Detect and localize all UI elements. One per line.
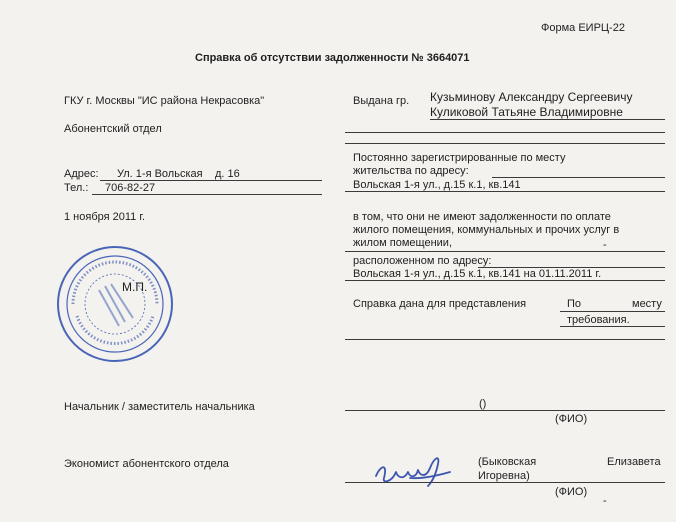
head-name-parentheses: ()	[479, 398, 487, 410]
registered-text-1: Постоянно зарегистрированные по месту	[353, 152, 566, 164]
purpose-blank-line	[345, 339, 665, 340]
blank-line-2	[345, 143, 665, 144]
fio-label-2: (ФИО)	[555, 486, 588, 498]
debt-text-3: жилом помещении,	[353, 237, 452, 249]
debt-text-1: в том, что они не имеют задолженности по оплате	[353, 211, 611, 223]
address-label: Адрес:	[64, 168, 99, 180]
registered-underline	[492, 177, 665, 178]
dash-mark-2: -	[603, 495, 607, 507]
head-signature-line	[345, 410, 665, 411]
purpose-underline-2	[560, 326, 665, 327]
purpose-label: Справка дана для представления	[353, 298, 527, 310]
issue-date: 1 ноября 2011 г.	[64, 211, 146, 223]
address-street: Ул. 1-я Вольская	[117, 168, 203, 180]
purpose-word-1: По	[567, 298, 582, 310]
economist-name-2: Елизавета	[607, 456, 661, 468]
economist-name-1: (Быковская	[478, 456, 537, 468]
dash-mark: -	[603, 239, 607, 251]
issued-to-label: Выдана гр.	[353, 95, 410, 107]
located-address: Вольская 1-я ул., д.15 к.1, кв.141 на 01.11.2011 г.	[353, 268, 602, 280]
located-address-underline	[345, 280, 665, 281]
head-label: Начальник / заместитель начальника	[64, 401, 255, 413]
economist-label: Экономист абонентского отдела	[64, 458, 229, 470]
purpose-underline-1	[560, 311, 665, 312]
economist-signature-line	[345, 482, 665, 483]
registered-address: Вольская 1-я ул., д.15 к.1, кв.141	[353, 179, 521, 191]
handwritten-signature-icon	[370, 448, 460, 490]
registered-text-2: жительства по адресу:	[353, 165, 469, 177]
located-label: расположенном по адресу:	[353, 255, 492, 267]
recipient-1: Кузьминову Александру Сергеевичу	[430, 90, 633, 104]
stamp-mp-label: М.П.	[122, 280, 148, 294]
purpose-word-3: требования.	[567, 314, 630, 326]
recipient-underline	[430, 119, 665, 120]
purpose-word-2: месту	[632, 298, 662, 310]
address-house: д. 16	[215, 168, 240, 180]
phone-label: Тел.:	[64, 182, 89, 194]
debt-underline	[345, 251, 665, 252]
organization-name: ГКУ г. Москвы "ИС района Некрасовка"	[64, 95, 265, 107]
registered-address-underline	[345, 191, 665, 192]
debt-text-2: жилого помещения, коммунальных и прочих услуг в	[353, 224, 620, 236]
fio-label-1: (ФИО)	[555, 413, 588, 425]
address-underline	[100, 180, 322, 181]
form-code: Форма ЕИРЦ-22	[541, 22, 625, 34]
phone-underline	[92, 194, 322, 195]
economist-name-3: Игоревна)	[478, 470, 530, 482]
round-stamp-icon	[55, 244, 175, 364]
blank-line-1	[345, 132, 665, 133]
document-title: Справка об отсутствии задолженности № 3664071	[195, 52, 470, 64]
recipient-2: Куликовой Татьяне Владимировне	[430, 105, 623, 119]
department-name: Абонентский отдел	[64, 123, 162, 135]
phone-number: 706-82-27	[105, 182, 156, 194]
